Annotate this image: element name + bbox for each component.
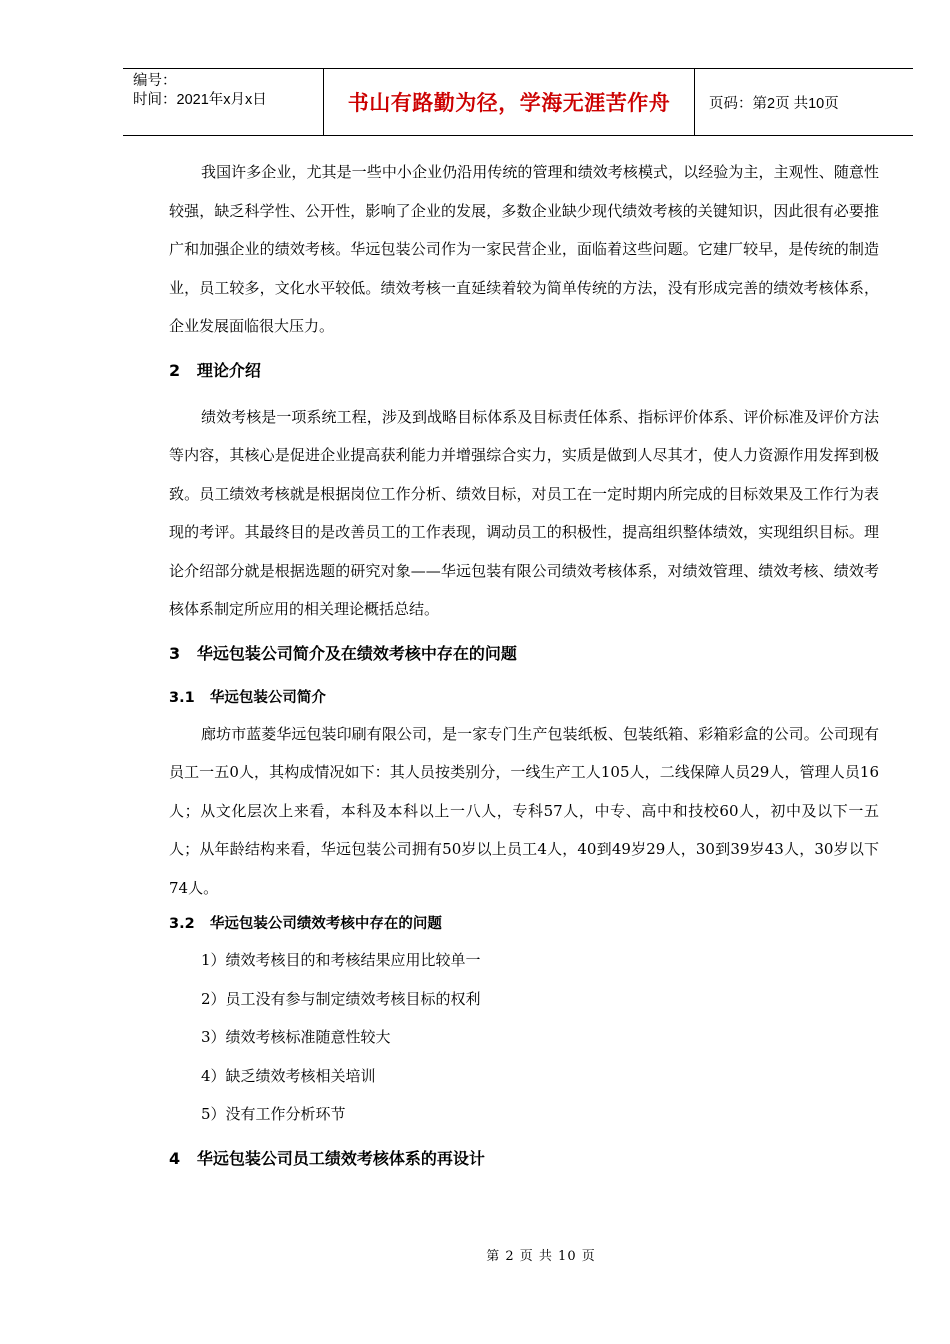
page-footer: 第 2 页 共 10 页 xyxy=(486,1249,596,1264)
document-time: 时间：2021年x月x日 xyxy=(133,92,267,108)
list-item: 1）绩效考核目的和考核结果应用比较单一 xyxy=(201,951,481,969)
page-header xyxy=(123,68,913,136)
section-paragraph: 廊坊市蓝菱华远包装印刷有限公司，是一家专门生产包装纸板、包装纸箱、彩箱彩盒的公司。公司现有员工一五0人，其构成情况如下：其人员按类别分，一线生产工人105人，二线保障人员29人，管理人员16人；从文化层次上来看，本科及本科以上一八人，专科57人，中专、高中和技校60人，初中及以下一五人；从年龄结构来看，华远包装公司拥有50岁以上员工4人，40到49岁29人，30到39岁43人，30岁以下74人。 xyxy=(169,724,879,897)
document-number-label: 编号： xyxy=(133,73,177,89)
section-heading: 3 华远包装公司简介及在绩效考核中存在的问题 xyxy=(169,643,517,663)
problem-list xyxy=(169,941,879,1134)
intro-paragraph: 我国许多企业，尤其是一些中小企业仍沿用传统的管理和绩效考核模式，以经验为主，主观性、随意性较强，缺乏科学性、公开性，影响了企业的发展，多数企业缺少现代绩效考核的关键知识，因此很有必要推广和加强企业的绩效考核。华远包装公司作为一家民营企业，面临着这些问题。它建厂较早，是传统的制造业，员工较多，文化水平较低。绩效考核一直延续着较为简单传统的方法，没有形成完善的绩效考核体系，企业发展面临很大压力。 xyxy=(169,163,879,335)
list-item: 2）员工没有参与制定绩效考核目标的权利 xyxy=(201,989,481,1008)
section-heading: 2 理论介绍 xyxy=(169,360,261,380)
list-item: 4）缺乏绩效考核相关培训 xyxy=(201,1066,376,1085)
subsection-heading: 3.2 华远包装公司绩效考核中存在的问题 xyxy=(169,916,442,932)
section-paragraph: 绩效考核是一项系统工程，涉及到战略目标体系及目标责任体系、指标评价体系、评价标准及评价方法等内容，其核心是促进企业提高获利能力并增强综合实力，实质是做到人尽其才，使人力资源作用发挥到极致。员工绩效考核就是根据岗位工作分析、绩效目标，对员工在一定时期内所完成的目标效果及工作行为表现的考评。其最终目的是改善员工的工作表现，调动员工的积极性，提高组织整体绩效，实现组织目标。理论介绍部分就是根据选题的研究对象——华远包装有限公司绩效考核体系，对绩效管理、绩效考核、绩效考核体系制定所应用的相关理论概括总结。 xyxy=(169,407,879,618)
header-meta xyxy=(123,69,323,135)
header-page-number: 页码：第2页 共10页 xyxy=(709,95,839,112)
header-motto: 书山有路勤为径，学海无涯苦作舟 xyxy=(323,69,695,135)
section-heading: 4 华远包装公司员工绩效考核体系的再设计 xyxy=(169,1148,485,1168)
list-item: 3）绩效考核标准随意性较大 xyxy=(201,1028,391,1046)
list-item: 5）没有工作分析环节 xyxy=(201,1105,346,1123)
subsection-heading: 3.1 华远包装公司简介 xyxy=(169,689,326,706)
document-body xyxy=(169,153,879,1186)
